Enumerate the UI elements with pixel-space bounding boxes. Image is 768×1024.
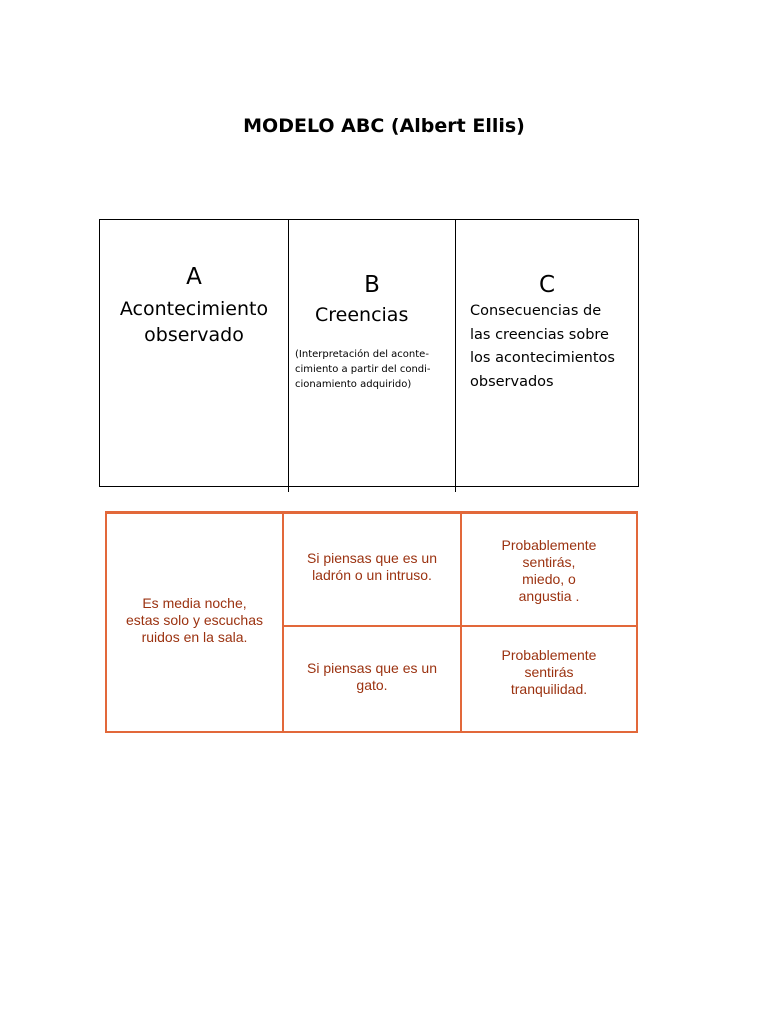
- belief-line: ladrón o un intruso.: [312, 567, 432, 583]
- column-b-note-line: (Interpretación del aconte-: [295, 349, 429, 360]
- consequence-line: sentirás: [524, 664, 574, 680]
- consequence-line: Probablemente: [501, 537, 597, 553]
- column-c-line: Consecuencias de: [470, 303, 602, 319]
- belief-cell-2: [284, 660, 460, 694]
- column-c-line: los acontecimientos: [470, 350, 615, 366]
- letter-c: C: [538, 272, 556, 298]
- column-b-note: [295, 347, 455, 392]
- column-b-heading: Creencias: [315, 304, 409, 326]
- column-a-line: observado: [144, 324, 244, 346]
- consequence-cell-1: [462, 537, 636, 605]
- column-c-line: las creencias sobre: [470, 326, 609, 343]
- column-a-line: Acontecimiento: [119, 298, 269, 320]
- example-divider: [284, 625, 636, 627]
- column-c-heading: [470, 300, 638, 394]
- belief-line: Si piensas que es un: [307, 660, 437, 676]
- event-line: ruidos en la sala.: [141, 629, 248, 645]
- example-table: [105, 511, 638, 733]
- event-line: Es media noche,: [142, 595, 247, 611]
- abc-column-a: [100, 220, 289, 486]
- abc-column-b: [289, 220, 456, 486]
- consequence-cell-2: [462, 647, 636, 698]
- belief-line: Si piensas que es un: [307, 550, 437, 566]
- page-title: MODELO ABC (Albert Ellis): [243, 115, 525, 137]
- belief-cell-1: [284, 550, 460, 584]
- divider-tick: [455, 487, 456, 492]
- abc-table: [99, 219, 639, 487]
- consequence-line: angustia .: [518, 588, 580, 604]
- consequence-line: Probablemente: [501, 647, 597, 663]
- column-c-line: observados: [470, 373, 554, 390]
- letter-a: A: [186, 264, 202, 290]
- example-divider: [282, 514, 284, 731]
- consequence-line: tranquilidad.: [510, 681, 588, 697]
- divider-tick: [288, 487, 289, 492]
- event-cell: [107, 595, 282, 646]
- consequence-line: sentirás,: [522, 554, 576, 570]
- belief-line: gato.: [356, 677, 388, 693]
- column-a-heading: [100, 296, 288, 348]
- column-b-note-line: cimiento a partir del condi-: [295, 364, 431, 375]
- letter-b: B: [364, 272, 380, 298]
- event-line: estas solo y escuchas: [126, 612, 263, 628]
- consequence-line: miedo, o: [522, 571, 576, 587]
- abc-column-c: [456, 220, 638, 486]
- column-b-note-line: cionamiento adquirido): [295, 379, 412, 390]
